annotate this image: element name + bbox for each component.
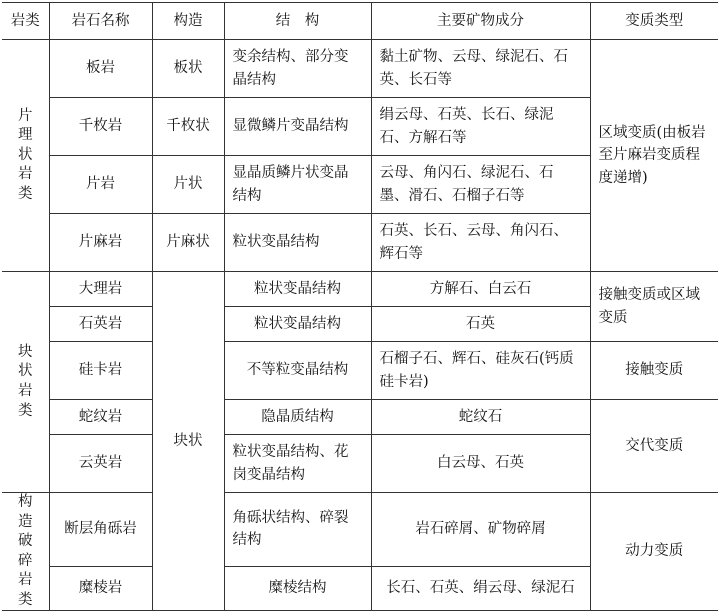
rock-texture: 粒状变晶结构	[224, 214, 371, 272]
header-metamorphism-type: 变质类型	[590, 3, 718, 40]
rock-minerals: 石英	[371, 307, 590, 342]
metamorphism-contact: 接触变质	[590, 342, 718, 400]
rock-minerals: 石榴子石、辉石、硅灰石(钙质硅卡岩)	[371, 342, 590, 400]
rock-name: 云英岩	[49, 435, 152, 493]
rock-texture: 粒状变晶结构、花岗变晶结构	[224, 435, 371, 493]
rock-minerals: 方解石、白云石	[371, 272, 590, 307]
header-rock-name: 岩石名称	[49, 3, 152, 40]
rock-name: 片岩	[49, 156, 152, 214]
rock-texture: 粒状变晶结构	[224, 272, 371, 307]
metamorphism-regional: 区域变质(由板岩至片麻岩变质程度递增)	[590, 40, 718, 272]
group-foliated: 片理状岩类	[2, 40, 49, 272]
rock-minerals: 绢云母、石英、长石、绿泥石、方解石等	[371, 98, 590, 156]
rock-name: 硅卡岩	[49, 342, 152, 400]
group-cataclastic: 构造破碎岩类	[2, 493, 49, 611]
rock-classification-table	[2, 2, 718, 611]
rock-texture: 显微鳞片变晶结构	[224, 98, 371, 156]
header-rock-class: 岩类	[2, 3, 49, 40]
structure-massive: 块状	[152, 272, 224, 611]
table-row	[2, 342, 718, 400]
rock-texture: 变余结构、部分变晶结构	[224, 40, 371, 98]
rock-minerals: 白云母、石英	[371, 435, 590, 493]
rock-name: 板岩	[49, 40, 152, 98]
rock-minerals: 石英、长石、云母、角闪石、辉石等	[371, 214, 590, 272]
rock-texture: 角砾状结构、碎裂结构	[224, 493, 371, 567]
rock-name: 片麻岩	[49, 214, 152, 272]
rock-texture: 不等粒变晶结构	[224, 342, 371, 400]
rock-texture: 糜棱结构	[224, 566, 371, 611]
metamorphism-dynamic: 动力变质	[590, 493, 718, 611]
rock-texture: 粒状变晶结构	[224, 307, 371, 342]
rock-name: 断层角砾岩	[49, 493, 152, 567]
group-massive: 块状岩类	[2, 272, 49, 493]
rock-name: 大理岩	[49, 272, 152, 307]
metamorphism-contact-or-regional: 接触变质或区域变质	[590, 272, 718, 342]
rock-name: 蛇纹岩	[49, 400, 152, 435]
rock-minerals: 云母、角闪石、绿泥石、石墨、滑石、石榴子石等	[371, 156, 590, 214]
rock-minerals: 黏土矿物、云母、绿泥石、石英、长石等	[371, 40, 590, 98]
table-row	[2, 40, 718, 98]
header-texture: 结 构	[224, 3, 371, 40]
table-row	[2, 272, 718, 307]
header-row	[2, 3, 718, 40]
rock-minerals: 岩石碎屑、矿物碎屑	[371, 493, 590, 567]
rock-structure: 片状	[152, 156, 224, 214]
header-minerals: 主要矿物成分	[371, 3, 590, 40]
rock-structure: 片麻状	[152, 214, 224, 272]
table-row	[2, 493, 718, 567]
rock-minerals: 蛇纹石	[371, 400, 590, 435]
rock-name: 石英岩	[49, 307, 152, 342]
rock-name: 千枚岩	[49, 98, 152, 156]
rock-texture: 隐晶质结构	[224, 400, 371, 435]
rock-structure: 板状	[152, 40, 224, 98]
rock-name: 糜棱岩	[49, 566, 152, 611]
rock-structure: 千枚状	[152, 98, 224, 156]
rock-texture: 显晶质鳞片状变晶结构	[224, 156, 371, 214]
metamorphism-metasomatic: 交代变质	[590, 400, 718, 493]
rock-minerals: 长石、石英、绢云母、绿泥石	[371, 566, 590, 611]
table-row	[2, 400, 718, 435]
header-structure: 构造	[152, 3, 224, 40]
